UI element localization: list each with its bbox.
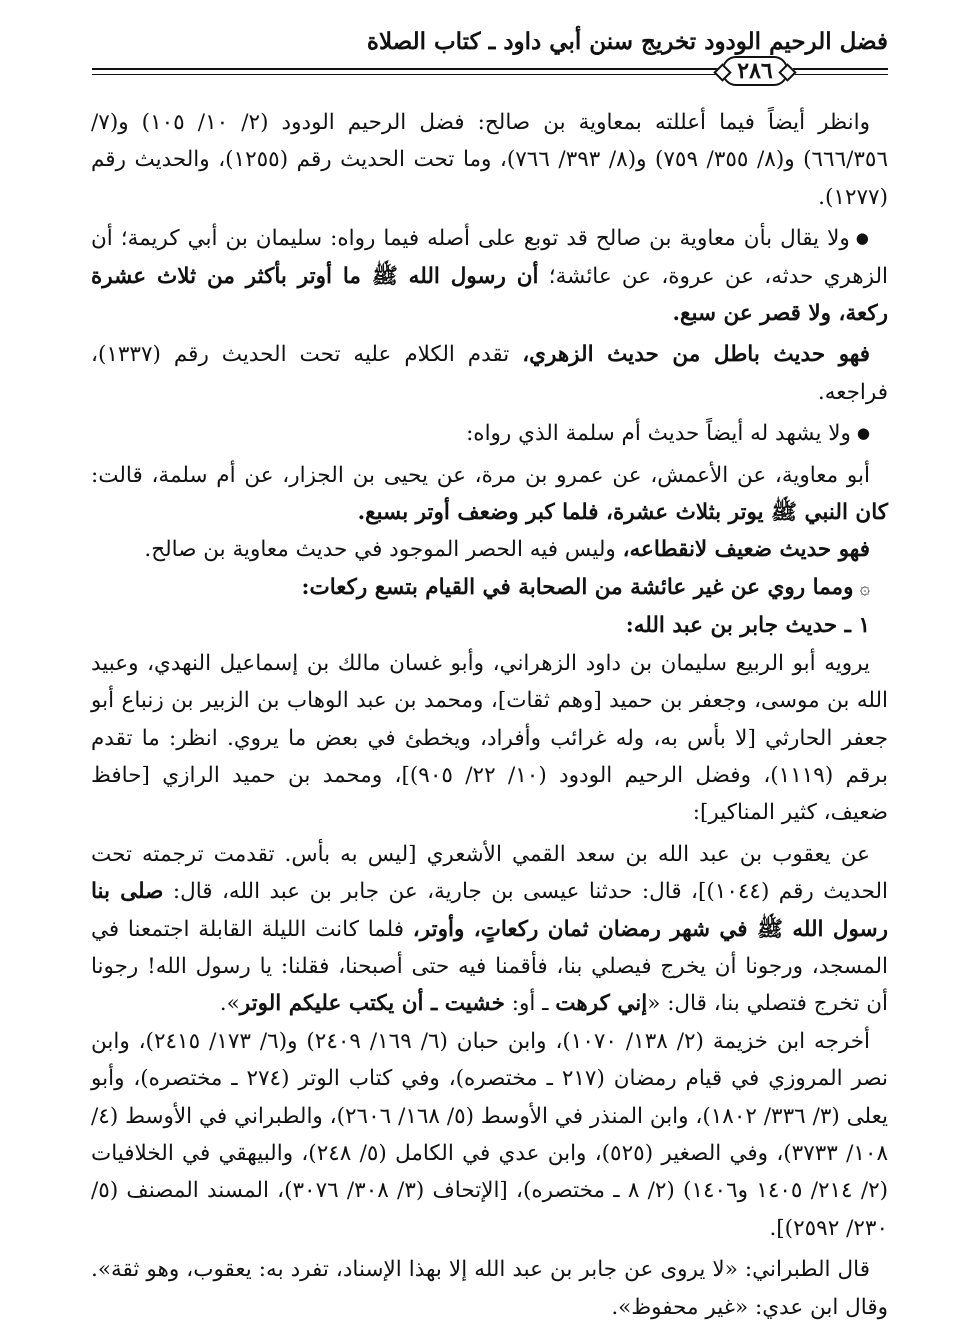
header-rule	[793, 74, 888, 75]
paragraph	[91, 531, 888, 568]
bullet-icon: ●	[855, 229, 870, 248]
ruling-text: فهو حديث باطل من حديث الزهري،	[522, 342, 870, 368]
header-rule	[92, 74, 718, 75]
paragraph-text: ».	[219, 991, 240, 1017]
paragraph	[91, 1023, 888, 1247]
paragraph-text: ولا يقال بأن معاوية بن صالح قد توبع على أصله فيما رواه: سليمان بن أبي كريمة؛ أن الزهري حدثه، عن عروة، عن عائشة؛	[91, 226, 888, 289]
paragraph	[91, 1251, 888, 1326]
subsection-heading	[91, 607, 888, 644]
paragraph-text: أخرجه ابن خزيمة (٢/ ١٣٨/ ١٠٧٠)، وابن حبان (٦/ ١٦٩/ ٢٤٠٩) و(٦/ ١٧٣/ ٢٤١٥)، وابن نصر المروزي في قيام رمضان (٢١٧ ـ مختصره)، وفي كتاب الوتر (٢٧٤ ـ مختصره)، وأبو يعلى (٣/ ٣٣٦/ ١٨٠٢)، وابن المنذر في الأوسط (٥/ ١٦٨/ ٢٦٠٦)، والطبراني في الأوسط (٤/ ١٠٨/ ٣٧٣٣)، وفي الصغير (٥٢٥)، وابن عدي في الكامل (٥/ ٢٤٨)، والبيهقي في الخلافيات (٢/ ٢١٤/ ١٤٠٥ و١٤٠٦) (٢/ ٨ ـ مختصره)، [الإتحاف (٣/ ٣٠٨/ ٣٠٧٦)، المسند المصنف (٥/ ٢٣٠/ ٢٥٩٢)].	[91, 1028, 889, 1241]
paragraph-text: تقدم الكلام عليه تحت الحديث رقم (١٣٣٧)، فراجعه.	[91, 342, 888, 405]
paragraph-text: ـ أو:	[504, 991, 556, 1017]
paragraph	[91, 415, 888, 452]
page-number: ٢٨٦	[722, 56, 788, 86]
hadith-text: كان النبي ﷺ يوتر بثلاث عشرة، فلما كبر وضعف أوتر بسبع.	[357, 500, 888, 526]
paragraph-text: فلما كانت الليلة القابلة اجتمعنا في المسجد، ورجونا أن يخرج فيصلي بنا، فأقمنا فيه حتى أصبحنا، فقلنا: يا رسول الله! رجونا أن تخرج فتصلي بنا، قال: «	[91, 916, 888, 1017]
header-rule	[793, 68, 888, 70]
paragraph	[91, 836, 888, 1023]
paragraph-text: وليس فيه الحصر الموجود في حديث معاوية بن صالح.	[144, 537, 623, 563]
page-body	[91, 104, 888, 1326]
paragraph	[91, 220, 888, 332]
subsection-heading-text: ١ ـ حديث جابر بن عبد الله:	[625, 613, 870, 639]
paragraph-text: وانظر أيضاً فيما أعللته بمعاوية بن صالح: فضل الرحيم الودود (٢/ ١٠/ ١٠٥) و(٧/ ٦٦٦/٣٥٦) و(٨/ ٣٥٥/ ٧٥٩) و(٨/ ٣٩٣/ ٧٦٦)، وما تحت الحديث رقم (١٢٥٥)، والحديث رقم (١٢٧٧).	[91, 110, 889, 210]
bullet-icon: ●	[856, 424, 870, 443]
paragraph-text: أبو معاوية، عن الأعمش، عن عمرو بن مرة، عن يحيى بن الجزار، عن أم سلمة، قالت:	[91, 462, 870, 488]
paragraph-text: قال الطبراني: «لا يروى عن جابر بن عبد الله إلا بهذا الإسناد، تفرد به: يعقوب، وهو ثقة». وقال ابن عدي: «غير محفوظ».	[91, 1257, 888, 1320]
page-header	[92, 22, 888, 92]
paragraph-text: عن يعقوب بن عبد الله بن سعد القمي الأشعري [ليس به بأس. تقدمت ترجمته تحت الحديث رقم (١٠٤٤)]، قال: حدثنا عيسى بن جارية، عن جابر بن عبد الله، قال:	[91, 841, 888, 905]
hadith-text: خشيت ـ أن يكتب عليكم الوتر	[239, 991, 505, 1017]
paragraph	[91, 104, 888, 216]
paragraph	[91, 645, 888, 832]
paragraph-text: يرويه أبو الربيع سليمان بن داود الزهراني، وأبو غسان مالك بن إسماعيل النهدي، وعبيد الله بن موسى، وجعفر بن حميد [وهم ثقات]، ومحمد بن عبد الوهاب بن الزبير بن زنباع أبو جعفر الحارثي [لا بأس به، وله غرائب وأفراد، ويخطئ في بعض ما يروي. انظر: ما تقدم برقم (١١١٩)، وفضل الرحيم الودود (١٠/ ٢٢/ ٩٠٥)]، ومحمد بن حميد الرازي [حافظ ضعيف، كثير المناكير]:	[91, 650, 889, 826]
paragraph	[91, 457, 888, 532]
section-heading-text: ومما روي عن غير عائشة من الصحابة في القيام بتسع ركعات:	[301, 574, 854, 600]
header-rule	[92, 68, 718, 70]
hadith-text: أن رسول الله ﷺ ما أوتر بأكثر من ثلاث عشرة ركعة، ولا قصر عن سبع.	[91, 263, 888, 327]
paragraph	[91, 336, 888, 411]
section-heading	[91, 569, 888, 607]
running-title: فضل الرحيم الودود تخريج سنن أبي داود ـ كتاب الصلاة	[366, 28, 888, 55]
hadith-text: صلى بنا رسول الله ﷺ في شهر رمضان ثمان ركعاتٍ، وأوتر،	[91, 879, 888, 942]
hadith-text: إني كرهت	[555, 991, 648, 1017]
paragraph-text: ولا يشهد له أيضاً حديث أم سلمة الذي رواه:	[466, 421, 851, 447]
ruling-text: فهو حديث ضعيف لانقطاعه،	[622, 537, 870, 563]
leaf-icon: ۞	[859, 577, 870, 599]
